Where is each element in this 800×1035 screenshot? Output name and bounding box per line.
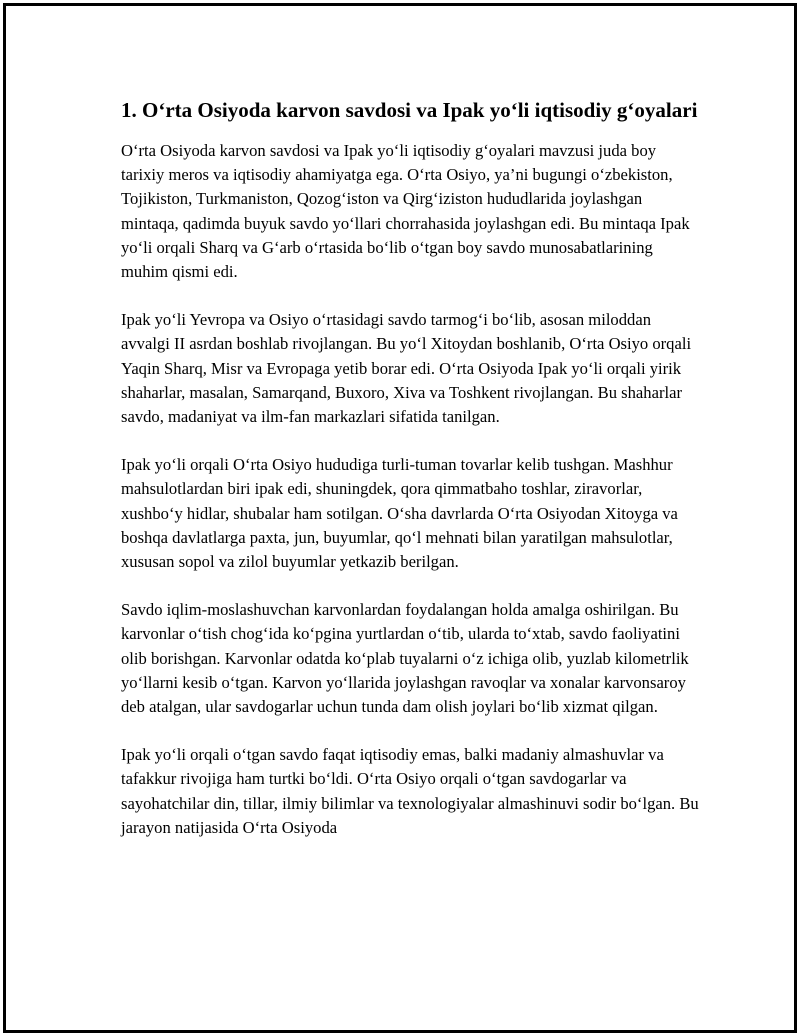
paragraph-2: Ipak yo‘li Yevropa va Osiyo o‘rtasidagi savdo tarmog‘i bo‘lib, asosan miloddan avvalgi II asrdan boshlab rivojlangan. Bu yo‘l Xitoydan boshlanib, O‘rta Osiyo orqali Yaqin Sharq, Misr va Evropaga yetib borar edi. O‘rta Osiyoda Ipak yo‘li orqali yirik shaharlar, masalan, Samarqand, Buxoro, Xiva va Toshkent rivojlangan. Bu shaharlar savdo, madaniyat va ilm-fan markazlari sifatida tanilgan. bbox=[121, 310, 692, 427]
page-frame bbox=[3, 3, 797, 1033]
paragraph-1: O‘rta Osiyoda karvon savdosi va Ipak yo‘li iqtisodiy g‘oyalari mavzusi juda boy tarixiy meros va iqtisodiy ahamiyatga ega. O‘rta Osiyo, ya’ni bugungi o‘zbekiston, Tojikiston, Turkmaniston, Qozog‘iston va Qirg‘iziston hududlarida joylashgan mintaqa, qadimda buyuk savdo yo‘llari chorrahasida joylashgan edi. Bu mintaqa Ipak yo‘li orqali Sharq va G‘arb o‘rtasida bo‘lib o‘tgan boy savdo munosabatlarining muhim qismi edi. bbox=[121, 141, 690, 282]
paragraph-3: Ipak yo‘li orqali O‘rta Osiyo hududiga turli-tuman tovarlar kelib tushgan. Mashhur mahsulotlardan biri ipak edi, shuningdek, qora qimmatbaho toshlar, ziravorlar, xushbo‘y hidlar, shubalar ham sotilgan. O‘sha davrlarda O‘rta Osiyodan Xitoyga va boshqa davlatlarga paxta, jun, buyumlar, qo‘l mehnati bilan yaratilgan mahsulotlar, xususan sopol va zilol buyumlar yetkazib berilgan. bbox=[121, 455, 678, 572]
paragraph-5: Ipak yo‘li orqali o‘tgan savdo faqat iqtisodiy emas, balki madaniy almashuvlar va tafakkur rivojiga ham turtki bo‘ldi. O‘rta Osiyo orqali o‘tgan savdogarlar va sayohatchilar din, tillar, ilmiy bilimlar va texnologiyalar almashinuvi sodir bo‘lgan. Bu jarayon natijasida O‘rta Osiyoda bbox=[121, 745, 699, 837]
document-body bbox=[121, 97, 701, 864]
paragraph-4: Savdo iqlim-moslashuvchan karvonlardan foydalangan holda amalga oshirilgan. Bu karvonlar o‘tish chog‘ida ko‘pgina yurtlardan o‘tib, ularda to‘xtab, savdo faoliyatini olib borishgan. Karvonlar odatda ko‘plab tuyalarni o‘z ichiga olib, yuzlab kilometrlik yo‘llarni kesib o‘tgan. Karvon yo‘llarida joylashgan ravoqlar va xonalar karvonsaroy deb atalgan, ular savdogarlar uchun tunda dam olish joylari bo‘lib xizmat qilgan. bbox=[121, 600, 689, 717]
section-heading: 1. O‘rta Osiyoda karvon savdosi va Ipak yo‘li iqtisodiy g‘oyalari bbox=[121, 98, 698, 122]
